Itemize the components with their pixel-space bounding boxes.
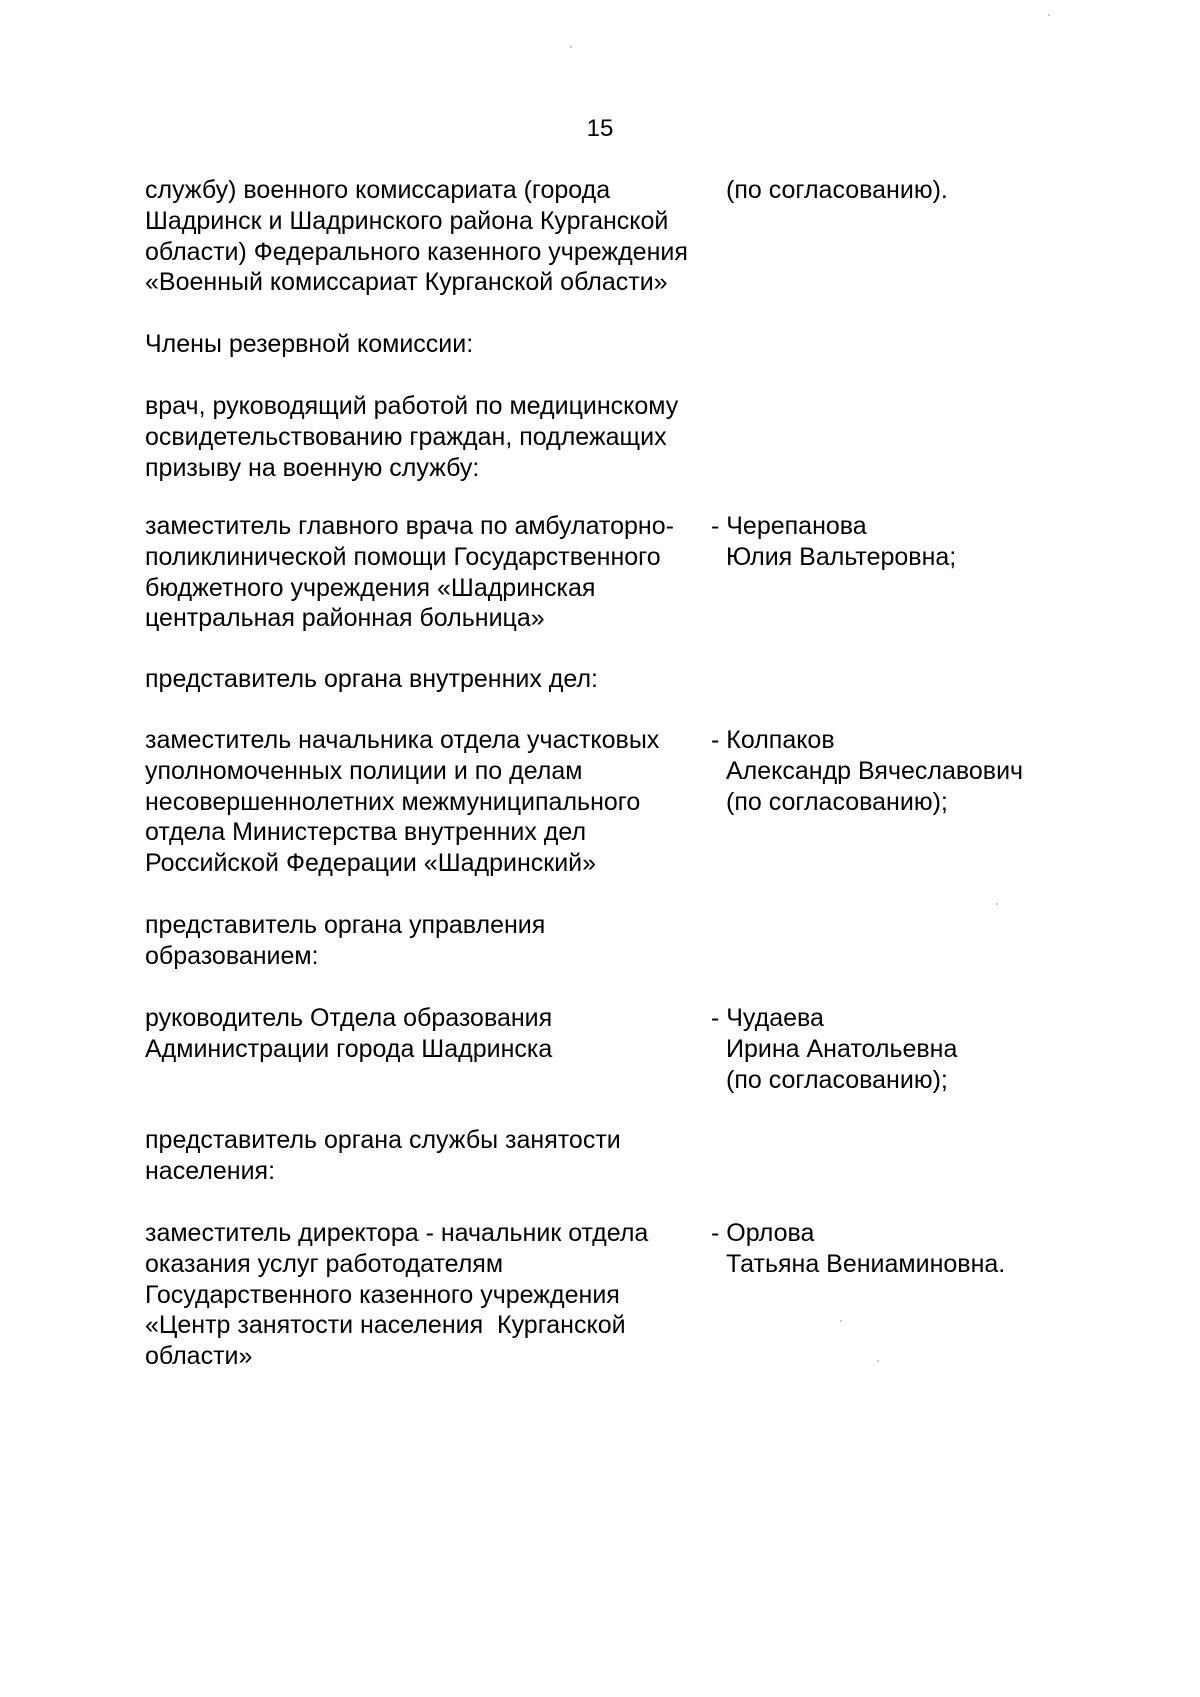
scan-speck (877, 1360, 879, 1362)
heading-reserve-commission-members: Члены резервной комиссии: (145, 330, 474, 358)
block-military-commissariat-position: службу) военного комиссариата (города Шадринск и Шадринского района Курганской области) Федерального казенного учреждения «Военный комиссариат Курганской области» (145, 176, 688, 297)
heading-education-representative: представитель органа управления образованием: (145, 911, 546, 970)
block-deputy-chief-doctor-name: - Черепанова Юлия Вальтеровна; (711, 512, 957, 571)
heading-medical-doctor: врач, руководящий работой по медицинскому освидетельствованию граждан, подлежащих призыву на военную службу: (145, 392, 679, 482)
scan-speck (570, 46, 572, 48)
heading-employment-representative: представитель органа службы занятости населения: (145, 1126, 621, 1185)
scan-speck (1048, 14, 1050, 16)
block-employment-deputy-position: заместитель директора - начальник отдела оказания услуг работодателям Государственного казенного учреждения «Центр занятости населения Курганской области» (145, 1219, 649, 1371)
block-police-deputy-position: заместитель начальника отдела участковых уполномоченных полиции и по делам несовершеннолетних межмуниципального отдела Министерства внутренних дел Российской Федерации «Шадринский» (145, 726, 660, 878)
page-number: 15 (586, 115, 614, 142)
scan-speck (996, 903, 998, 905)
block-police-deputy-name: - Колпаков Александр Вячеславович (по согласованию); (711, 726, 1024, 816)
block-military-commissariat-note: (по согласованию). (726, 176, 948, 204)
block-education-head-name: - Чудаева Ирина Анатольевна (по согласованию); (711, 1004, 958, 1094)
block-employment-deputy-name: - Орлова Татьяна Вениаминовна. (711, 1219, 1006, 1278)
scan-speck (840, 1320, 842, 1322)
block-deputy-chief-doctor-position: заместитель главного врача по амбулаторно- поликлинической помощи Государственного бюджетного учреждения «Шадринская центральная районная больница» (145, 512, 674, 633)
block-education-head-position: руководитель Отдела образования Администрации города Шадринска (145, 1004, 553, 1063)
heading-internal-affairs-representative: представитель органа внутренних дел: (145, 665, 599, 693)
